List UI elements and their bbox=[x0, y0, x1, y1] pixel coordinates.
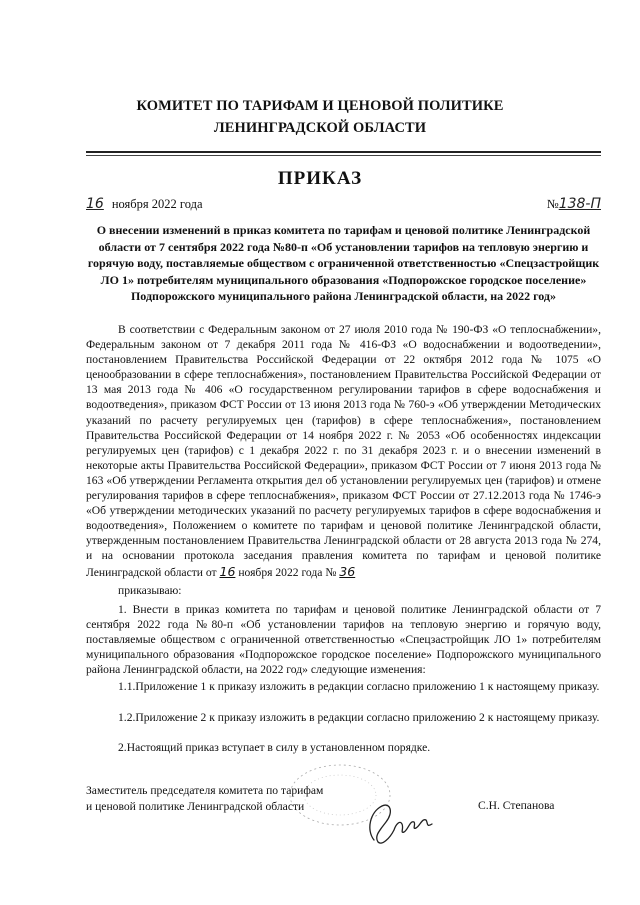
handwritten-protocol-day: 16 bbox=[219, 563, 236, 579]
document-number bbox=[547, 196, 601, 212]
header-divider-thin bbox=[86, 155, 601, 156]
document-subject: О внесении изменений в приказ комитета по тарифам и ценовой политике Ленинградской области от 7 сентября 2022 года №80-п «Об установлении тарифов на тепловую энергию и горячую воду, поставляемые обществом с ограниченной ответственностью «Спецзастройщик ЛО 1» потребителям муниципального образования «Подпорожское городское поселение» Подпорожского муниципального района Ленинградской области, на 2022 год» bbox=[87, 223, 600, 304]
header-divider-thick bbox=[86, 151, 601, 153]
signatory-position-line1: Заместитель председателя комитета по тарифам bbox=[86, 784, 324, 797]
handwritten-day: 16 bbox=[86, 196, 104, 212]
organization-name-line1: КОМИТЕТ ПО ТАРИФАМ И ЦЕНОВОЙ ПОЛИТИКЕ bbox=[136, 98, 504, 114]
document-date bbox=[86, 196, 203, 212]
organization-name-line2: ЛЕНИНГРАДСКОЙ ОБЛАСТИ bbox=[213, 120, 427, 136]
item-1: 1. Внести в приказ комитета по тарифам и ценовой политике Ленинградской области от 7 сентября 2022 года №80-п «Об установлении тарифов на тепловую энергию и горячую воду, поставляемые обществом с ограниченной ответственностью «Спецзастройщик ЛО 1» потребителям муниципального образования «Подпорожское городское поселение» Подпорожского муниципального района Ленинградской области, на 2022 год» следующие изменения: bbox=[86, 603, 601, 677]
signatory-position-line2: и ценовой политике Ленинградской области bbox=[86, 800, 305, 813]
date-month-year: ноября 2022 года bbox=[111, 197, 203, 211]
handwritten-number: 138-П bbox=[558, 196, 601, 212]
handwritten-protocol-number: 36 bbox=[339, 563, 356, 579]
item-2: 2.Настоящий приказ вступает в силу в установленном порядке. bbox=[118, 741, 431, 754]
item-1-2: 1.2.Приложение 2 к приказу изложить в редакции согласно приложению 2 к настоящему приказу. bbox=[118, 711, 600, 724]
signatory-position bbox=[86, 783, 323, 815]
preamble-tail: ноября 2022 года bbox=[238, 565, 323, 579]
preamble-text: В соответствии с Федеральным законом от 27 июля 2010 года № 190-ФЗ «О теплоснабжении», Федеральным законом от 7 декабря 2011 года № 416-ФЗ «О водоснабжении и водоотведении», постановлением Правительства Российской Федерации от 22 октября 2012 года № 1075 «О ценообразовании в сфере теплоснабжения», постановлением Правительства Российской Федерации от 13 мая 2013 года № 406 «О государственном регулировании тарифов в сфере водоснабжения и водоотведения», приказом ФСТ России от 13 июня 2013 года № 760-э «Об утверждении Методических указаний по расчету регулируемых цен (тарифов) в сфере теплоснабжения», постановлением Правительства Российской Федерации от 14 ноября 2022 г. № 2053 «Об особенностях индексации регулируемых цен (тарифов) с 1 декабря 2022 г. по 31 декабря 2023 г. и о внесении изменений в некоторые акты Правительства Российской Федерации», приказом ФСТ России от 7 июня 2013 года № 163 «Об утверждении Регламента открытия дел об установлении регулируемых цен (тарифов) и отмене регулирования тарифов в сфере теплоснабжения», приказом ФСТ России от 27.12.2013 года № 1746-э «Об утверждении методических указаний по расчету регулируемых тарифов в сфере водоснабжения и водоотведения», Положением о комитете по тарифам и ценовой политике Ленинградской области, утвержденным постановлением Правительства Ленинградской области от 28 августа 2013 года № 274, и на основании протокола заседания правления комитета по тарифам и ценовой политике Ленинградской области от bbox=[86, 323, 601, 579]
date-number-line bbox=[86, 196, 601, 216]
handwritten-signature bbox=[360, 790, 440, 850]
item-1-1: 1.1.Приложение 1 к приказу изложить в редакции согласно приложению 1 к настоящему приказу. bbox=[118, 680, 600, 693]
preamble-paragraph bbox=[86, 322, 601, 580]
order-word: приказываю: bbox=[118, 584, 182, 597]
document-title: ПРИКАЗ bbox=[277, 168, 363, 189]
protocol-number-sign: № bbox=[325, 565, 337, 579]
signatory-name: С.Н. Степанова bbox=[478, 799, 555, 812]
number-sign: № bbox=[546, 197, 559, 211]
